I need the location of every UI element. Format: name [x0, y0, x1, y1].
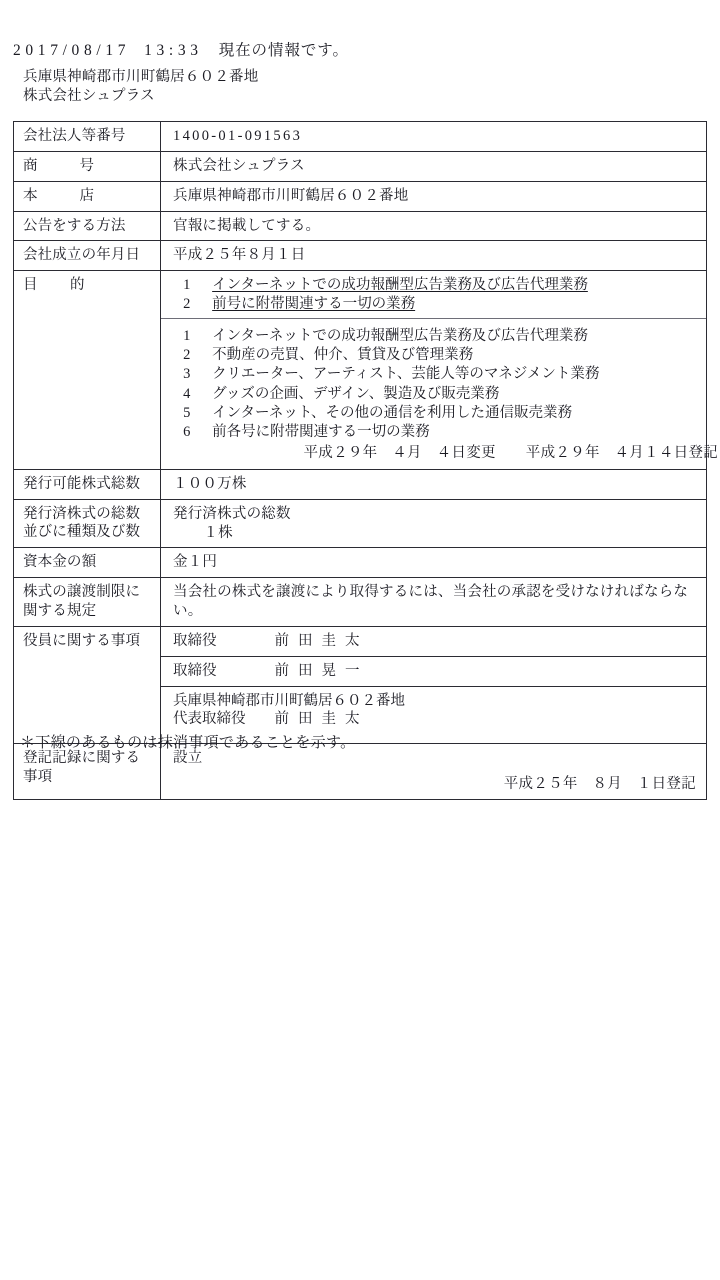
table-row-purpose	[14, 271, 707, 470]
registration-record-value: 設立	[173, 750, 203, 767]
timestamp-time: 13:33	[144, 42, 203, 59]
registration-record-date: 平成２５年 ８月 １日登記	[503, 776, 696, 793]
company-identity-block	[23, 68, 258, 106]
timestamp-line	[13, 38, 349, 60]
table-row-incorporation-date	[14, 241, 707, 271]
purpose-registration-date: 平成２９年 ４月１４日登記	[525, 444, 719, 461]
row-label-purpose: 目 的	[23, 277, 94, 294]
purpose-item-text: インターネット、その他の通信を利用した通信販売業務	[212, 405, 573, 422]
row-value-capital: 金１円	[173, 554, 218, 571]
row-label-registration-line1: 登記記録に関する	[23, 750, 141, 767]
purpose-cancelled-block	[161, 271, 706, 319]
row-label-authorized-shares: 発行可能株式総数	[23, 475, 141, 492]
purpose-item-text: インターネットでの成功報酬型広告業務及び広告代理業務	[212, 327, 588, 344]
purpose-change-date: 平成２９年 ４月 ４日変更	[303, 444, 496, 461]
row-label-registration-line2: 事項	[23, 768, 53, 785]
row-label-head-office: 本 店	[23, 187, 108, 204]
footnote-underline-note: ＊下線のあるものは抹消事項であることを示す。	[20, 735, 356, 751]
purpose-item-number: 3	[183, 366, 191, 383]
row-value-incorporation-date: 平成２５年８月１日	[173, 247, 306, 264]
row-value-issued-shares	[161, 500, 706, 548]
purpose-date-footer	[173, 443, 719, 463]
purpose-item-number: 5	[183, 405, 191, 422]
table-row-share-transfer-restriction	[14, 578, 707, 627]
purpose-item	[173, 365, 698, 384]
purpose-cancelled-item	[173, 295, 698, 314]
row-label-public-notice: 公告をする方法	[23, 217, 126, 234]
row-label-incorporation-date: 会社成立の年月日	[23, 247, 141, 264]
representative-address: 兵庫県神崎郡市川町鶴居６０２番地	[173, 692, 405, 709]
issued-shares-caption: 発行済株式の総数	[173, 505, 291, 522]
table-row-public-notice	[14, 211, 707, 241]
purpose-cancelled-item-number: 1	[183, 277, 191, 294]
issued-shares-count: １株	[203, 524, 233, 541]
table-row-registration-record	[14, 744, 707, 800]
purpose-cancelled-item	[173, 276, 698, 295]
officer-title: 取締役	[173, 662, 217, 679]
table-row-head-office	[14, 181, 707, 211]
row-value-corporate-number: 1400-01-091563	[173, 128, 303, 144]
purpose-item-text: クリエーター、アーティスト、芸能人等のマネジメント業務	[212, 366, 600, 383]
row-label-officers: 役員に関する事項	[23, 632, 141, 649]
row-value-authorized-shares: １００万株	[173, 475, 247, 492]
purpose-cancelled-item-text: 前号に附帯関連する一切の業務	[212, 296, 416, 313]
officer-entry-row	[161, 627, 706, 656]
officer-title: 取締役	[173, 632, 217, 649]
company-address: 兵庫県神崎郡市川町鶴居６０２番地	[23, 69, 259, 85]
purpose-item	[173, 346, 698, 365]
row-value-share-transfer-restriction: 当会社の株式を譲渡により取得するには、当会社の承認を受けなければならない。	[173, 584, 689, 620]
purpose-item	[173, 385, 698, 404]
purpose-cancelled-item-text: インターネットでの成功報酬型広告業務及び広告代理業務	[212, 277, 588, 294]
row-label-issued-shares-line1: 発行済株式の総数	[23, 505, 141, 522]
purpose-item-text: 不動産の売買、仲介、賃貸及び管理業務	[212, 347, 474, 364]
officer-name: 前田晃一	[274, 662, 369, 679]
purpose-cancelled-item-number: 2	[183, 296, 191, 313]
representative-title: 代表取締役	[173, 711, 246, 728]
purpose-item	[173, 423, 698, 442]
company-name: 株式会社シュプラス	[23, 87, 155, 104]
purpose-item-number: 1	[183, 327, 191, 344]
purpose-item-number: 2	[183, 347, 191, 364]
officers-subtable	[161, 627, 706, 743]
purpose-current-block	[161, 319, 719, 469]
row-label-issued-shares-line2: 並びに種類及び数	[23, 524, 141, 541]
officer-name: 前田圭太	[274, 632, 369, 649]
row-value-public-notice: 官報に掲載してする。	[173, 217, 321, 234]
representative-name: 前田圭太	[274, 711, 369, 728]
row-label-share-transfer-line2: 関する規定	[23, 602, 97, 619]
row-label-capital: 資本金の額	[23, 554, 97, 571]
table-row-capital	[14, 548, 707, 578]
purpose-item-text: グッズの企画、デザイン、製造及び販売業務	[212, 385, 500, 402]
row-value-trade-name: 株式会社シュプラス	[173, 157, 305, 174]
table-row-authorized-shares	[14, 469, 707, 499]
officer-entry-row	[161, 656, 706, 686]
registry-table	[13, 121, 719, 800]
row-label-issued-shares	[14, 500, 160, 547]
row-label-share-transfer-restriction	[14, 578, 160, 625]
purpose-item-number: 6	[183, 424, 191, 441]
table-row-officers	[14, 626, 707, 743]
timestamp-date: 2017/08/17	[13, 42, 131, 59]
purpose-item	[173, 404, 698, 423]
row-label-trade-name: 商 号	[23, 157, 108, 174]
table-row-issued-shares	[14, 499, 707, 548]
purpose-item-number: 4	[183, 385, 191, 402]
row-label-share-transfer-line1: 株式の譲渡制限に	[23, 584, 141, 601]
row-value-registration-record	[161, 744, 706, 799]
purpose-item-text: 前各号に附帯関連する一切の業務	[212, 424, 430, 441]
row-label-corporate-number: 会社法人等番号	[23, 128, 126, 144]
table-row-corporate-number	[14, 122, 707, 152]
timestamp-suffix: 現在の情報です。	[218, 42, 349, 59]
purpose-item	[173, 327, 698, 346]
table-row-trade-name	[14, 151, 707, 181]
row-value-head-office: 兵庫県神崎郡市川町鶴居６０２番地	[173, 187, 409, 204]
